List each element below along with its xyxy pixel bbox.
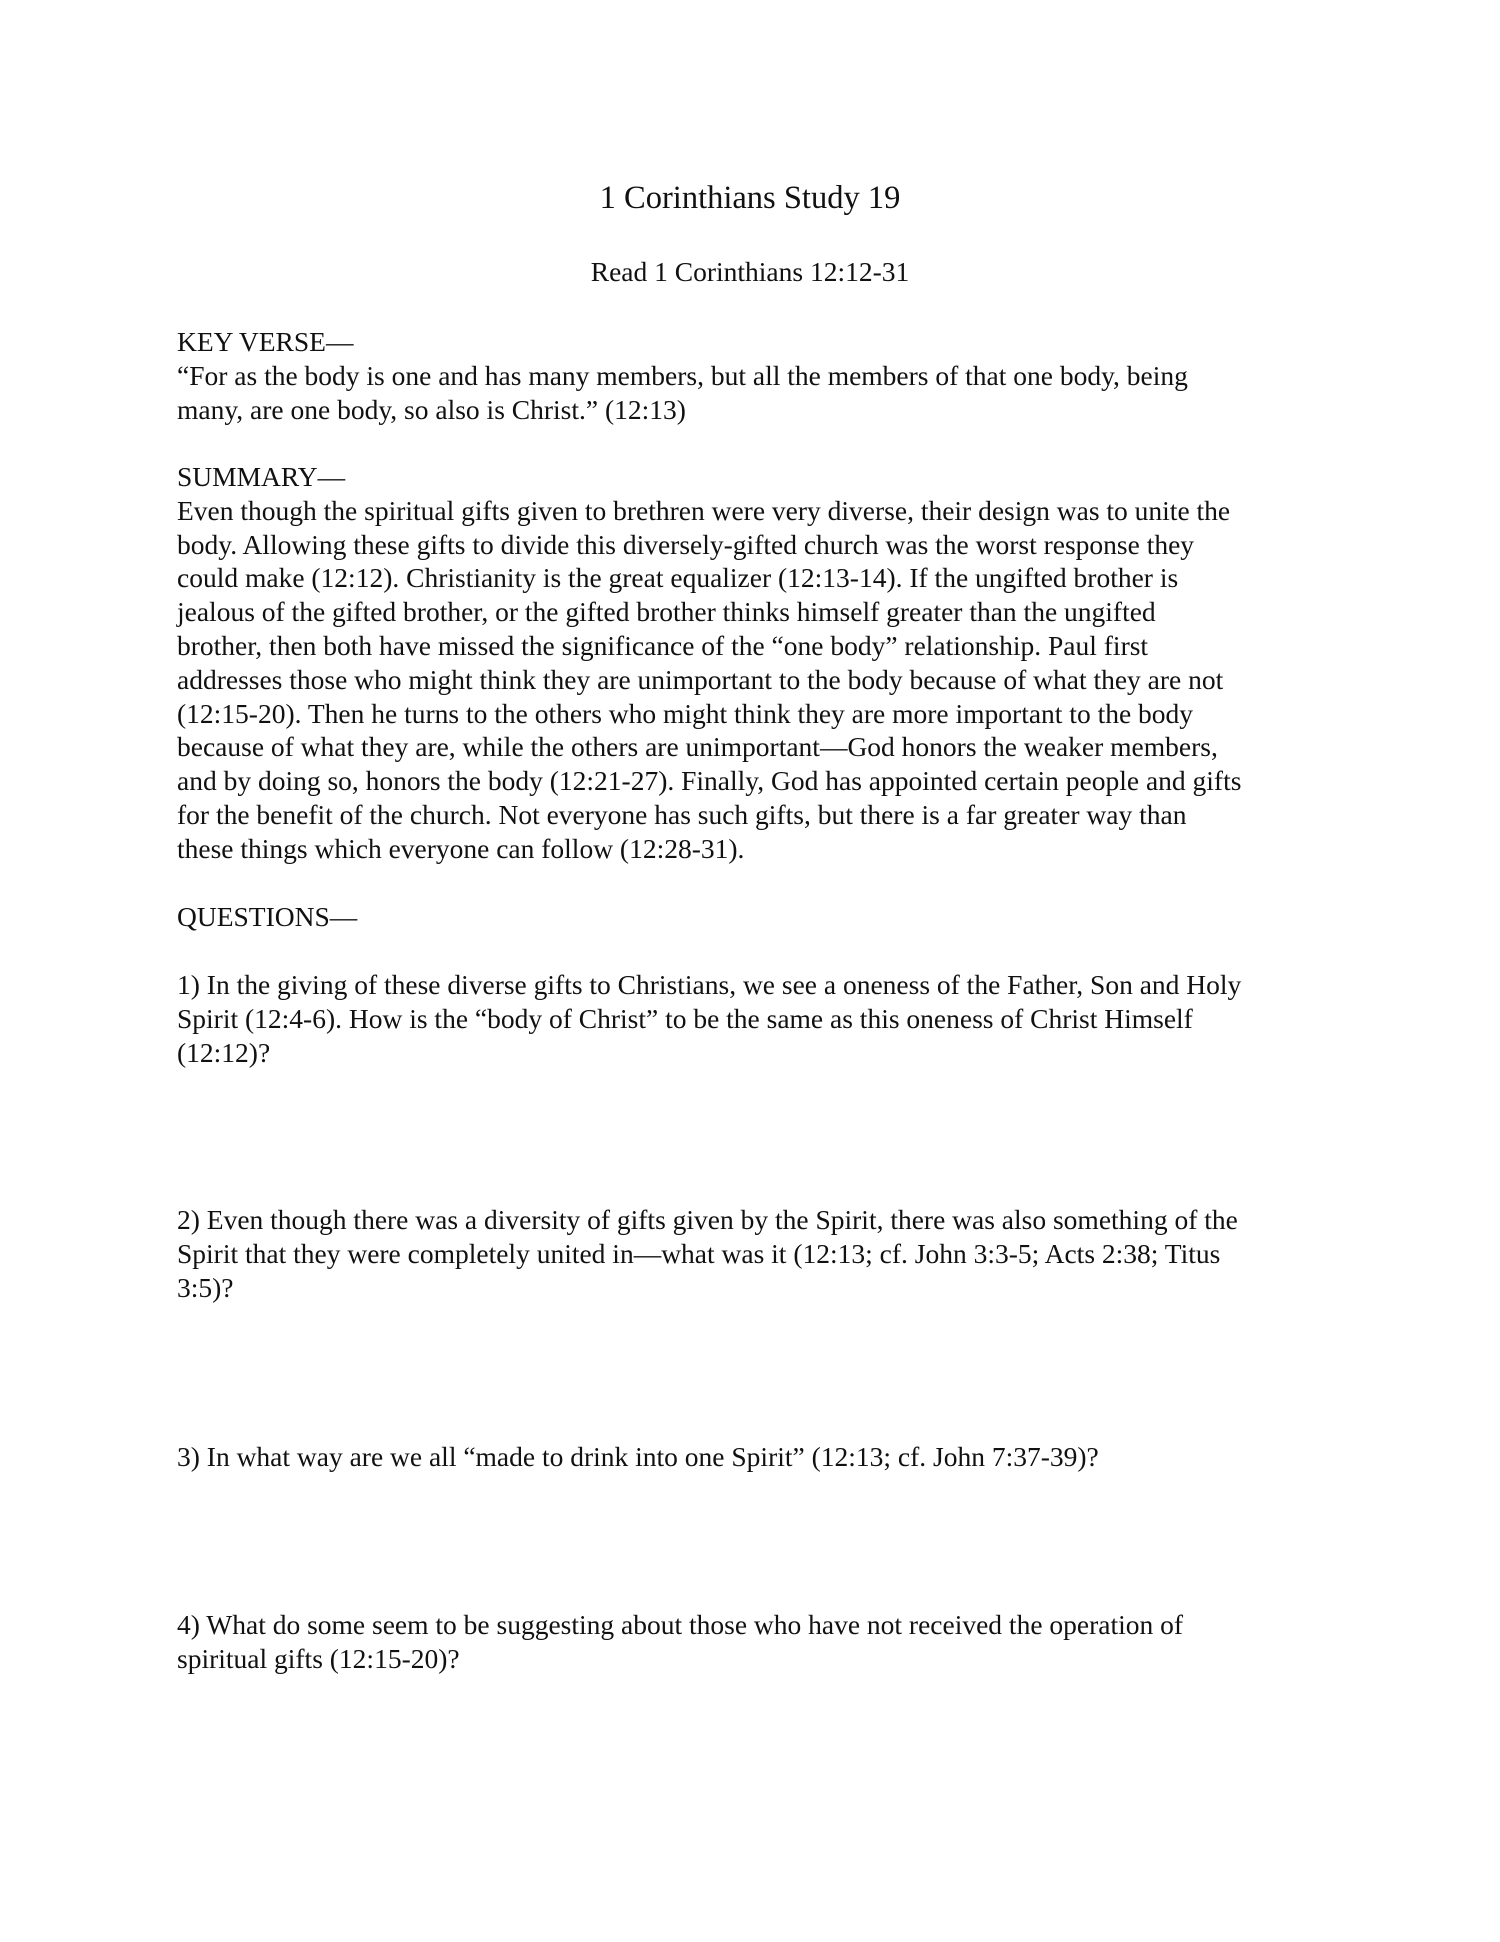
summary-line: Even though the spiritual gifts given to brethren were very diverse, their design was to unite the xyxy=(177,494,1231,526)
question-1 xyxy=(177,968,1357,1069)
questions-heading: QUESTIONS— xyxy=(177,901,358,932)
question-2 xyxy=(177,1203,1357,1304)
question-4 xyxy=(177,1608,1357,1676)
summary-line: body. Allowing these gifts to divide this diversely-gifted church was the worst response they xyxy=(177,528,1195,560)
summary-line: jealous of the gifted brother, or the gifted brother thinks himself greater than the ungifted xyxy=(177,596,1156,628)
question-line: 1) In the giving of these diverse gifts to Christians, we see a oneness of the Father, Son and Holy xyxy=(177,969,1242,1000)
question-line: 3) In what way are we all “made to drink into one Spirit” (12:13; cf. John 7:37-39)? xyxy=(177,1441,1099,1472)
summary-line: these things which everyone can follow (12:28-31). xyxy=(177,832,745,864)
question-3 xyxy=(177,1440,1357,1474)
summary-line: because of what they are, while the others are unimportant—God honors the weaker members, xyxy=(177,731,1218,763)
key-verse-section xyxy=(177,325,1357,426)
key-verse-line: many, are one body, so also is Christ.” (12:13) xyxy=(177,393,686,425)
summary-line: brother, then both have missed the significance of the “one body” relationship. Paul first xyxy=(177,629,1149,661)
reading-reference: Read 1 Corinthians 12:12-31 xyxy=(590,256,910,287)
summary-line: (12:15-20). Then he turns to the others who might think they are more important to the body xyxy=(177,697,1194,729)
summary-line: could make (12:12). Christianity is the great equalizer (12:13-14). If the ungifted brother is xyxy=(177,562,1179,594)
question-line: 4) What do some seem to be suggesting about those who have not received the operation of xyxy=(177,1609,1184,1640)
summary-line: for the benefit of the church. Not everyone has such gifts, but there is a far greater way than xyxy=(177,798,1187,830)
summary-line: addresses those who might think they are unimportant to the body because of what they are not xyxy=(177,663,1224,695)
question-line: (12:12)? xyxy=(177,1036,271,1068)
key-verse-heading: KEY VERSE— xyxy=(177,326,354,357)
question-line: 3:5)? xyxy=(177,1271,234,1303)
summary-heading: SUMMARY— xyxy=(177,461,346,492)
page-title: 1 Corinthians Study 19 xyxy=(599,180,901,216)
summary-section xyxy=(177,460,1357,866)
question-line: spiritual gifts (12:15-20)? xyxy=(177,1642,460,1674)
question-line: 2) Even though there was a diversity of gifts given by the Spirit, there was also something of the xyxy=(177,1204,1238,1235)
key-verse-line: “For as the body is one and has many members, but all the members of that one body, being xyxy=(177,359,1188,391)
summary-line: and by doing so, honors the body (12:21-27). Finally, God has appointed certain people and gifts xyxy=(177,765,1242,797)
question-line: Spirit that they were completely united in—what was it (12:13; cf. John 3:3-5; Acts 2:38; Titus xyxy=(177,1237,1221,1269)
question-line: Spirit (12:4-6). How is the “body of Christ” to be the same as this oneness of Christ Himself xyxy=(177,1002,1193,1034)
